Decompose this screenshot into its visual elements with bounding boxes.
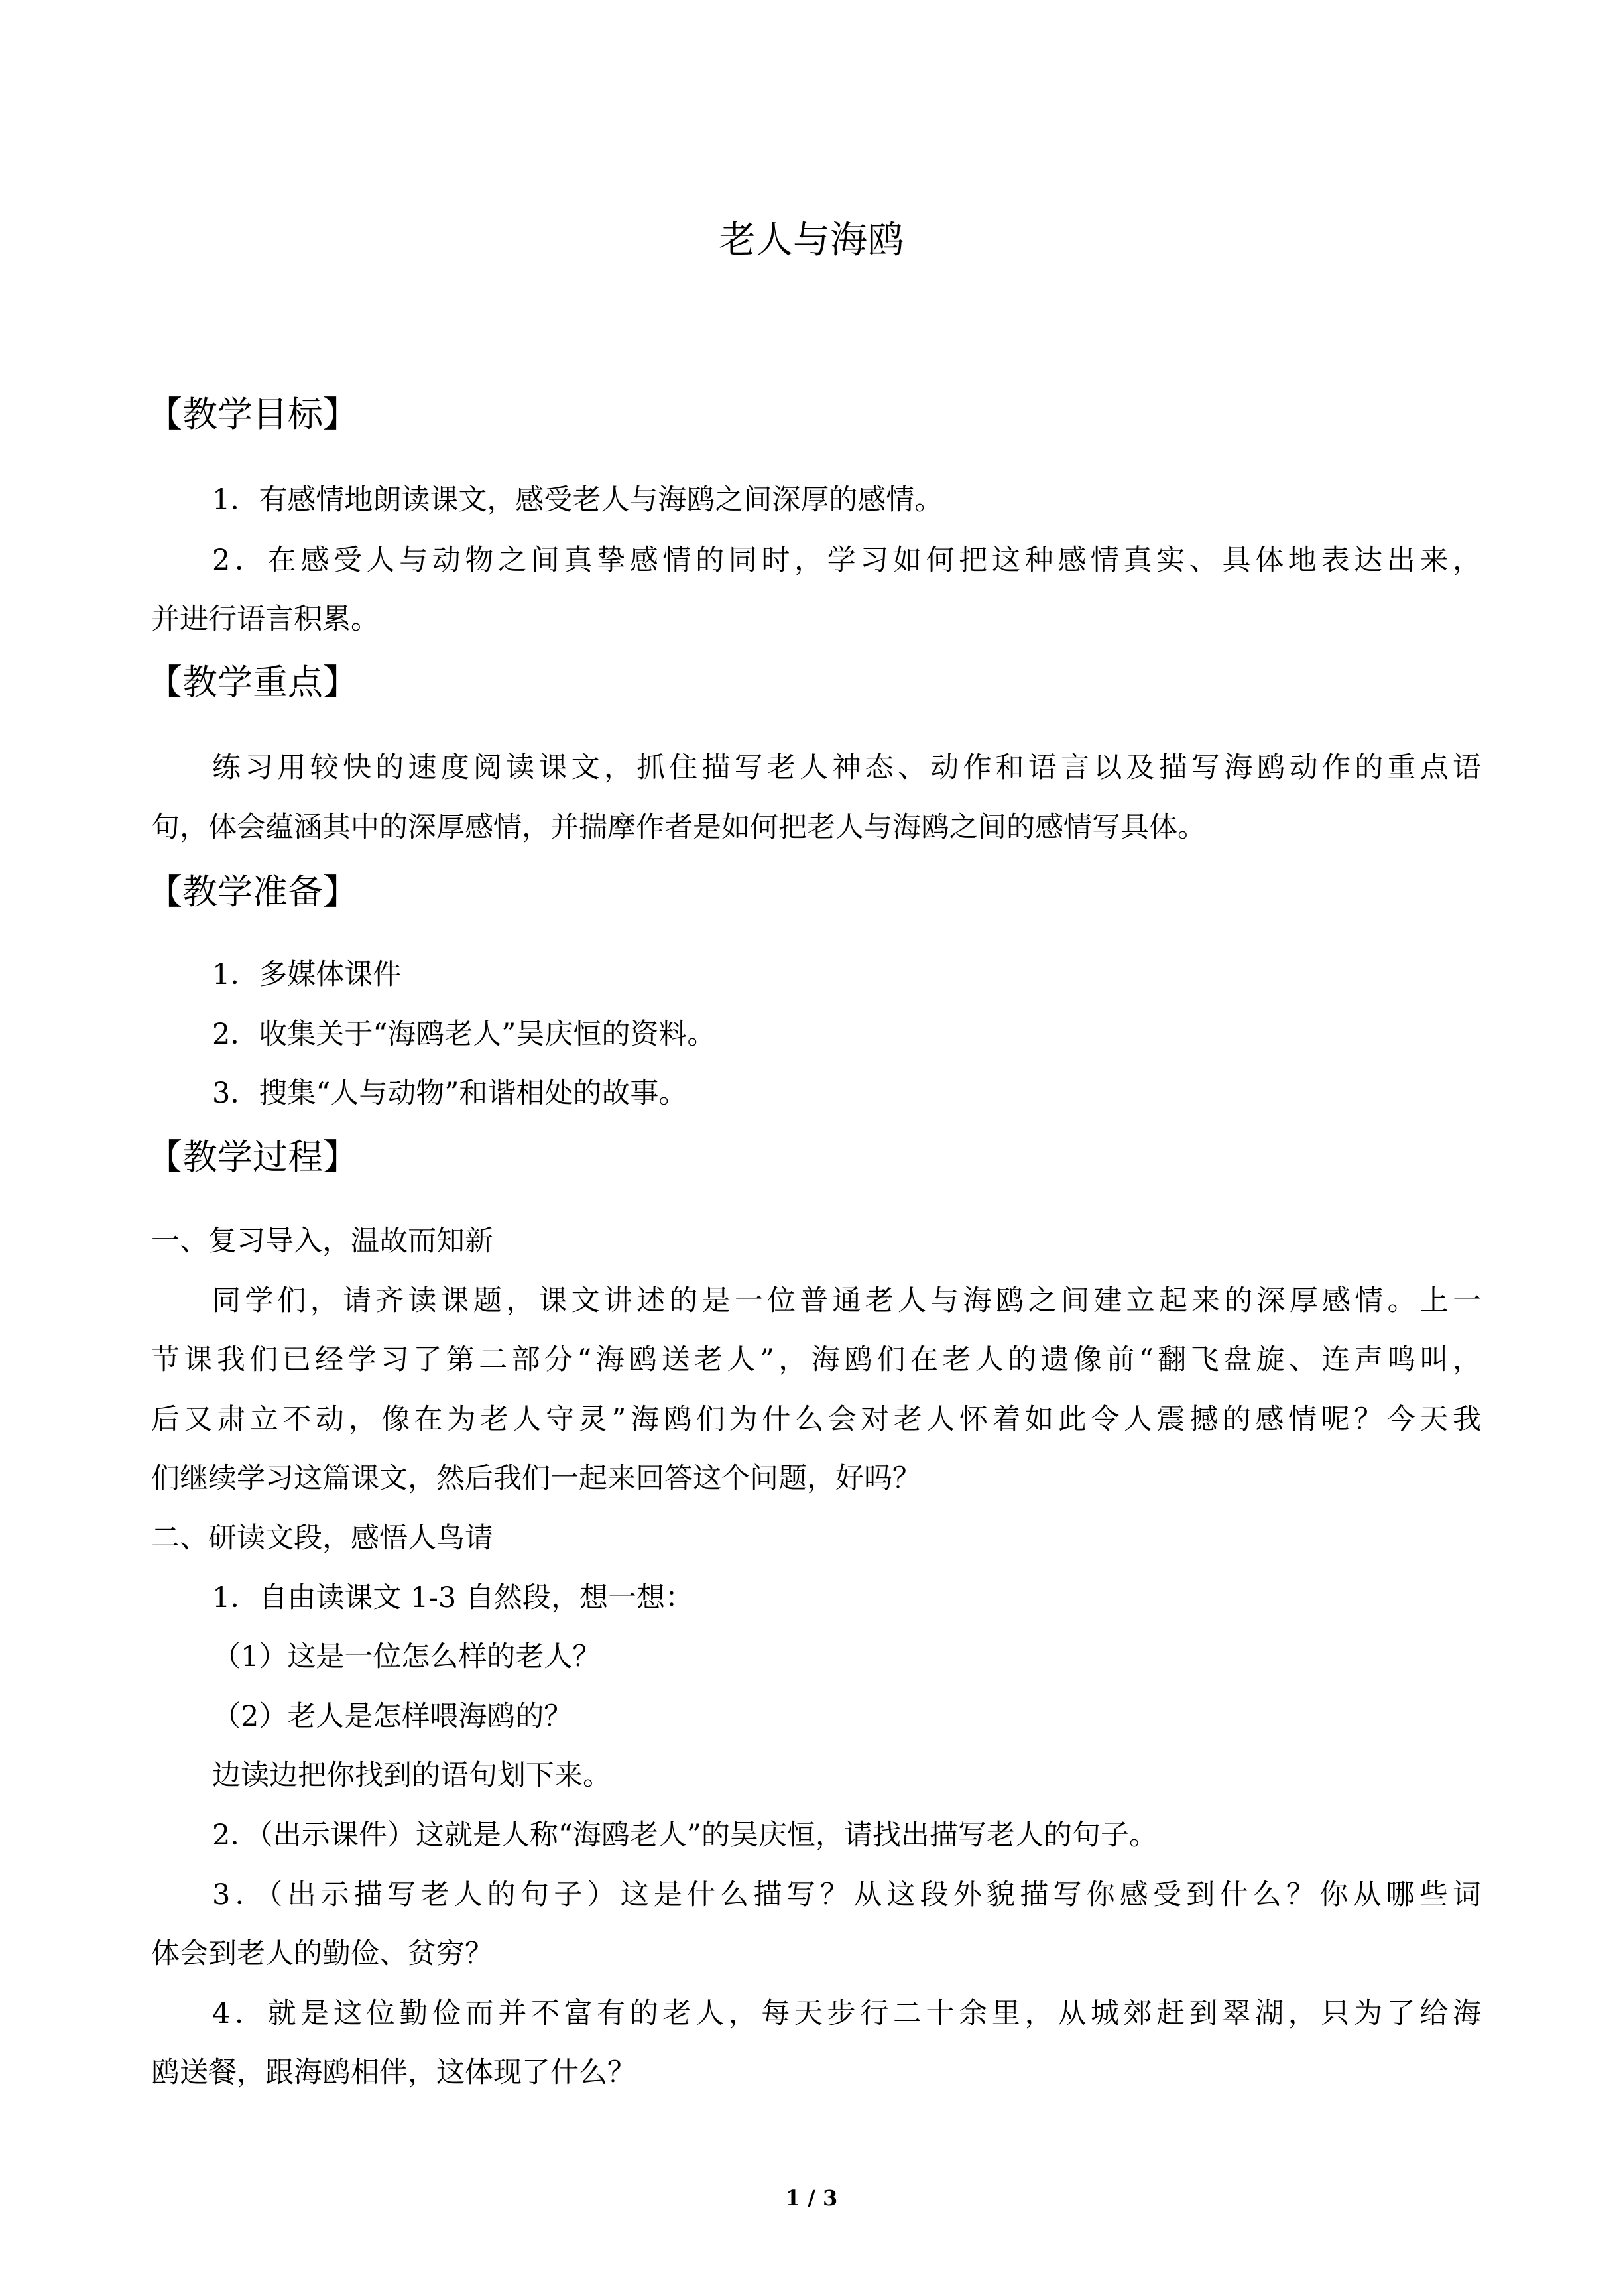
process-part2-line-3: （2）老人是怎样喂海鸥的？ xyxy=(212,1700,573,1733)
preparation-item-3: 3．搜集“人与动物”和谐相处的故事。 xyxy=(212,1077,688,1110)
objective-item-2: 2．在感受人与动物之间真挚感情的同时，学习如何把这种感情真实、具体地表达出来， xyxy=(212,544,1481,577)
process-part2-line-6: 3．（出示描写老人的句子）这是什么描写？从这段外貌描写你感受到什么？你从哪些词 xyxy=(212,1878,1481,1911)
heading-preparation: 【教学准备】 xyxy=(147,872,358,912)
objective-item-2-cont: 并进行语言积累。 xyxy=(151,603,379,636)
key-points-line-2: 句，体会蕴涵其中的深厚感情，并揣摩作者是如何把老人与海鸥之间的感情写具体。 xyxy=(151,811,1206,844)
process-part2-line-4: 边读边把你找到的语句划下来。 xyxy=(212,1759,611,1792)
process-part1-line-3: 后又肃立不动，像在为老人守灵”海鸥们为什么会对老人怀着如此令人震撼的感情呢？今天我 xyxy=(151,1403,1481,1436)
process-part2-line-1: 1．自由读课文 1-3 自然段，想一想： xyxy=(212,1581,693,1614)
key-points-line-1: 练习用较快的速度阅读课文，抓住描写老人神态、动作和语言以及描写海鸥动作的重点语 xyxy=(212,751,1481,784)
process-part1-line-2: 节课我们已经学习了第二部分“海鸥送老人”，海鸥们在老人的遗像前“翻飞盘旋、连声鸣叫， xyxy=(151,1343,1481,1376)
process-part2-line-9: 鸥送餐，跟海鸥相伴，这体现了什么？ xyxy=(151,2056,636,2089)
process-part1-line-1: 同学们，请齐读课题，课文讲述的是一位普通老人与海鸥之间建立起来的深厚感情。上一 xyxy=(212,1284,1481,1317)
process-part1-line-4: 们继续学习这篇课文，然后我们一起来回答这个问题，好吗？ xyxy=(151,1462,921,1495)
process-part2-line-7: 体会到老人的勤俭、贫穷？ xyxy=(151,1937,493,1970)
process-part1-title: 一、复习导入，温故而知新 xyxy=(151,1225,493,1258)
objective-item-1: 1．有感情地朗读课文，感受老人与海鸥之间深厚的感情。 xyxy=(212,483,943,516)
document-title: 老人与海鸥 xyxy=(719,219,904,262)
preparation-item-2: 2．收集关于“海鸥老人”吴庆恒的资料。 xyxy=(212,1018,716,1051)
process-part2-line-5: 2．（出示课件）这就是人称“海鸥老人”的吴庆恒，请找出描写老人的句子。 xyxy=(212,1819,1158,1852)
process-part2-line-2: （1）这是一位怎么样的老人？ xyxy=(212,1640,601,1673)
heading-process: 【教学过程】 xyxy=(147,1137,358,1178)
process-part2-line-8: 4．就是这位勤俭而并不富有的老人，每天步行二十余里，从城郊赶到翠湖，只为了给海 xyxy=(212,1997,1481,2030)
process-part2-title: 二、研读文段，感悟人鸟请 xyxy=(151,1522,493,1555)
page-number: 1 / 3 xyxy=(785,2185,838,2210)
heading-key-points: 【教学重点】 xyxy=(147,662,358,703)
preparation-item-1: 1．多媒体课件 xyxy=(212,958,402,991)
heading-objectives: 【教学目标】 xyxy=(147,394,358,435)
